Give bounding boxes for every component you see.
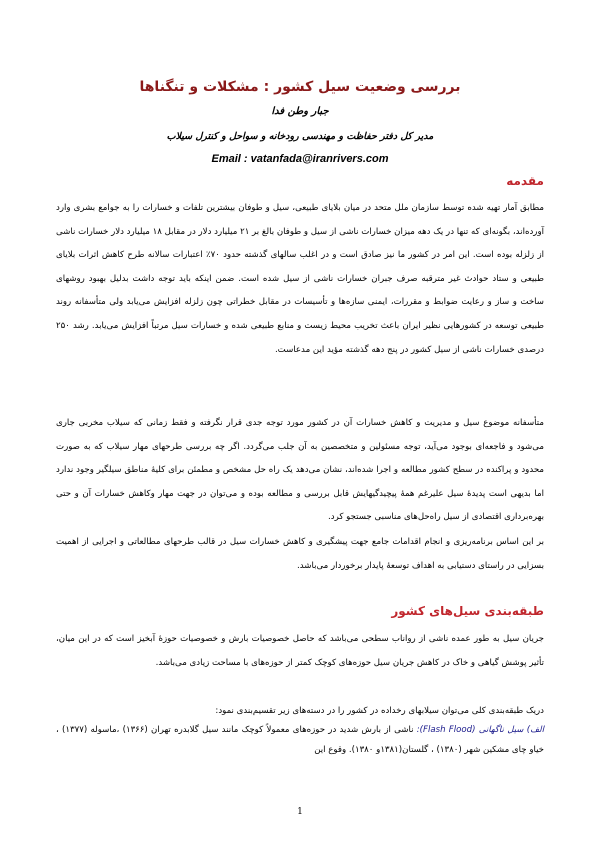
classification-paragraph-2: دریک طبقه‌بندی کلی می‌توان سیلابهای رخداده در کشور را در دسته‌های زیر تقسیم‌بندی نمود:: [215, 706, 544, 716]
flash-flood-label: الف) سیل ناگهانی (Flash Flood):: [416, 725, 545, 735]
classification-item-flash-flood: [56, 720, 544, 760]
author-affiliation: مدیر کل دفتر حفاظت و مهندسی رودخانه و سواحل و کنترل سیلاب: [166, 131, 434, 142]
intro-paragraph-2: متأسفانه موضوع سیل و مدیریت و کاهش خسارات آن در کشور مورد توجه جدی قرار نگرفته و فقط زمانی که سیلاب مخربی جاری می‌شود و فاجعه‌ای بوجود می‌آید، توجه مسئولین و متخصصین به آن جلب می‌گردد. اگر چه بررسی طرحهای مهار سیلاب که به صورت محدود و پراکنده در سطح کشور مطالعه و اجرا شده‌اند، نشان می‌دهد یک راه حل مشخص و مطمئن برای کلیهٔ مناطق سیلگیر وجود ندارد اما بدیهی است پدیدهٔ سیل علیرغم همهٔ پیچیدگیهایش قابل بررسی و مطالعه بوده و می‌توان در جهت مهار وکاهش خسارات آن و حتی بهره‌برداری اقتصادی از سیل راه‌حل‌های مناسبی جستجو کرد.: [56, 418, 544, 523]
section-heading-classification: طبقه‌بندی سیل‌های کشور: [391, 604, 544, 618]
intro-paragraph-1: مطابق آمار تهیه شده توسط سازمان ملل متحد در میان بلایای طبیعی، سیل و طوفان بیشترین تلفات و خسارات را به جوامع بشری وارد آورده‌اند، بگونه‌ای که تنها در یک دهه میزان خسارات ناشی از سیل و طوفان بالغ بر ۲۱ میلیارد دلار در مقابل ۱۸ میلیارد دلار خسارات ناشی از زلزله بوده است. این امر در کشور ما نیز صادق است و در اغلب سالهای گذشته حدود ۷۰٪ اعتبارات سالانه طرح کاهش اثرات بلایای طبیعی و ستاد حوادث غیر مترقبه صرف جبران خسارات ناشی از سیل شده است. ضمن اینکه باید توجه داشت بدلیل بهبود روشهای ساخت و ساز و رعایت ضوابط و مقررات، ایمنی سازه‌ها و تأسیسات در مقابل خطراتی چون زلزله افزایش می‌یابد ولی متأسفانه روند طبیعی توسعه در کشورهایی نظیر ایران باعث تخریب محیط زیست و منابع طبیعی شده و خسارات سیل مرتباً افزایش می‌یابد. رشد ۲۵۰ درصدی خسارات ناشی از سیل کشور در پنج دهه گذشته مؤید این مدعاست.: [56, 203, 544, 355]
paper-title: بررسی وضعیت سیل کشور : مشکلات و تنگناها: [139, 79, 461, 95]
classification-paragraph-1: جریان سیل به طور عمده ناشی از رواناب سطحی می‌باشد که حاصل خصوصیات بارش و خصوصیات حوزهٔ آبخیز است که در این میان، تأثیر پوشش گیاهی و خاک در کاهش جریان سیل حوزه‌های کوچک کمتر از حوزه‌های با مساحت زیادی می‌باشد.: [56, 634, 544, 668]
intro-paragraph-3: بر این اساس برنامه‌ریزی و انجام اقدامات جامع جهت پیشگیری و کاهش خسارات سیل در قالب طرحهای مطالعاتی و اجرایی از اهمیت بسزایی در راستای دستیابی به اهداف توسعهٔ پایدار برخوردار می‌باشد.: [56, 537, 544, 571]
section-heading-introduction: مقدمه: [506, 174, 544, 188]
page-number: 1: [297, 807, 303, 817]
author-name: جبار وطن فدا: [271, 106, 329, 117]
flash-flood-text: ناشی از بارش شدید در حوزه‌های معمولاً کوچک مانند سیل گلابدره تهران (۱۳۶۶) ،ماسوله (۱۳۷۷) ، خیاو چای مشکین شهر (۱۳۸۰) ، گلستان(۱۳۸۱و ۱۳۸۰). وقوع این: [56, 725, 544, 755]
author-email: Email : vatanfada@iranrivers.com: [211, 153, 389, 165]
